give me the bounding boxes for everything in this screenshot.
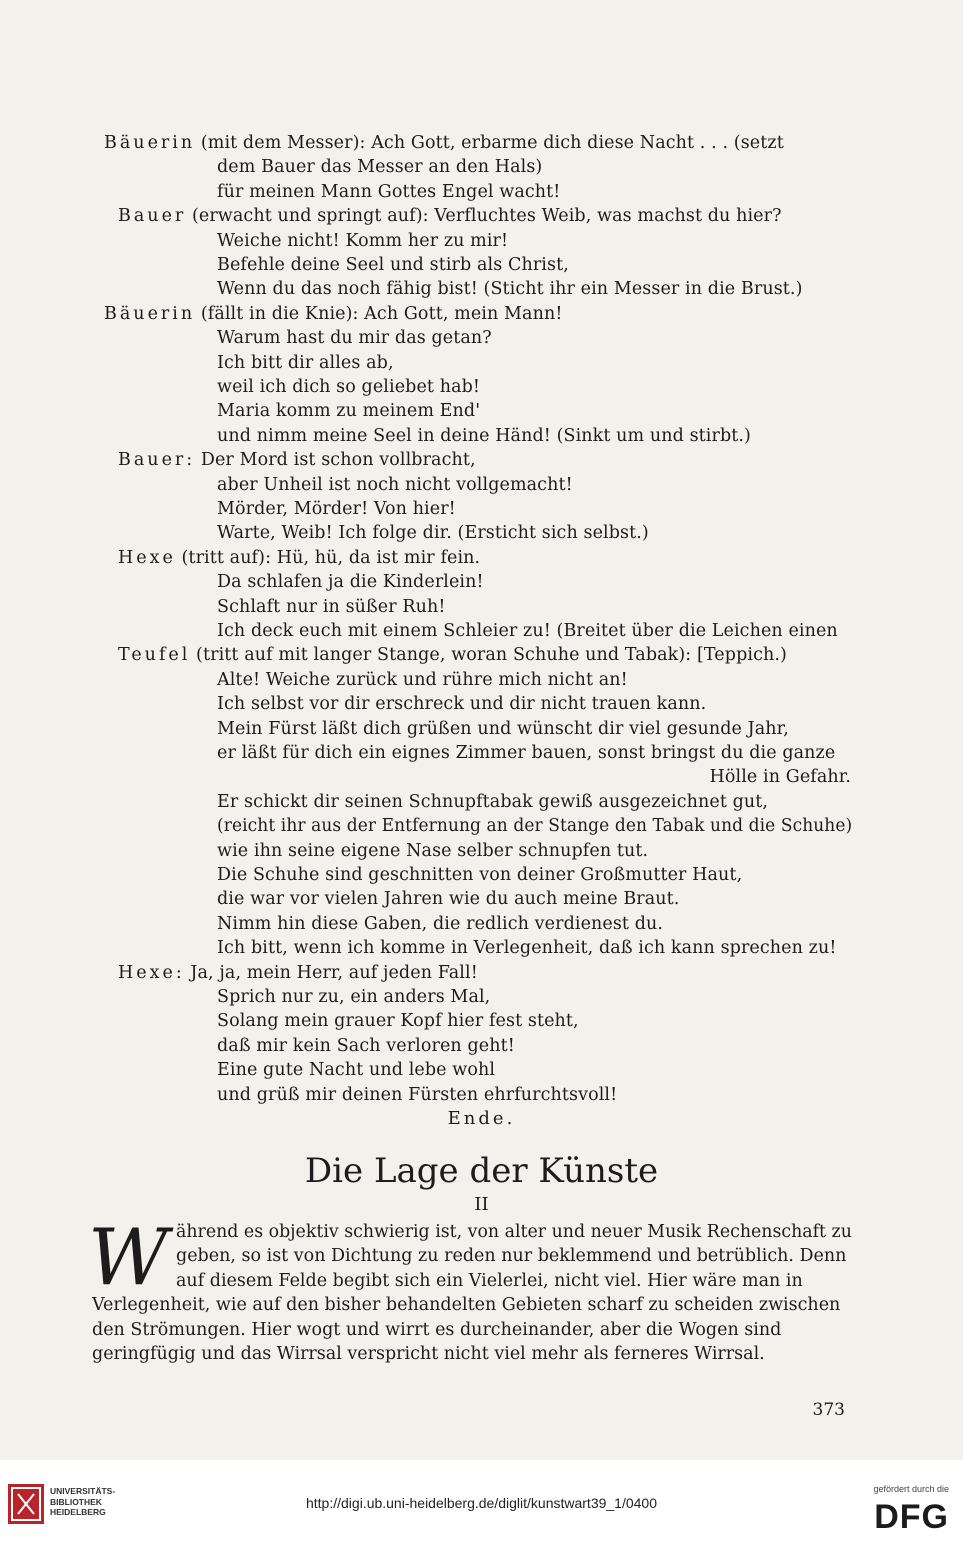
verse-line [217,839,648,863]
verse-text: Die Schuhe sind geschnitten von deiner Großmutter Haut, [217,865,743,885]
verse-line [217,229,508,253]
verse-line [217,790,768,814]
verse-line [217,717,789,741]
funded-by-label: gefördert durch die [873,1484,949,1494]
verse-text: (tritt auf): Hü, hü, da ist mir fein. [175,547,481,568]
verse-line [217,595,446,619]
library-line: UNIVERSITÄTS- [50,1486,116,1496]
verse-text: (reicht ihr aus der Entfernung an der Stange den Tabak und die Schuhe) [217,816,853,837]
prose-line: geringfügig und das Wirrsal verspricht nicht viel mehr als ferneres Wirrsal. [92,1344,765,1364]
verse-text: Da schlafen ja die Kinderlein! [217,572,484,593]
verse-text: und grüß mir deinen Fürsten ehrfurchtsvoll! [217,1084,618,1105]
verse-line [217,424,751,448]
verse-line [217,473,573,497]
verse-text: Solang mein grauer Kopf hier fest steht, [217,1011,579,1032]
verse-line [217,814,852,838]
prose-line: auf diesem Felde begibt sich ein Vielerlei, nicht viel. Hier wäre man in [176,1270,803,1291]
verse-text: Weiche nicht! Komm her zu mir! [217,230,509,251]
verse-line [118,961,478,985]
speaker-name: Teufel [118,645,191,666]
verse-text: Ich selbst vor dir erschreck und dir nicht trauen kann. [217,694,707,715]
verse-line [217,887,679,911]
verse-text: (fällt in die Knie): Ach Gott, mein Mann! [195,303,563,324]
verse-line [217,326,492,350]
verse-text: für meinen Mann Gottes Engel wacht! [217,181,561,202]
verse-line [217,741,835,765]
prose-line: den Strömungen. Hier wogt und wirrt es durcheinander, aber die Wogen sind [92,1319,782,1340]
verse-text: weil ich dich so geliebet hab! [217,377,481,397]
verse-line [217,180,560,204]
verse-text: Warum hast du mir das getan? [217,328,492,349]
verse-line [710,765,851,789]
verse-line [217,1034,515,1058]
verse-line [217,692,706,716]
library-line: BIBLIOTHEK [50,1496,102,1507]
library-line: HEIDELBERG [50,1507,106,1517]
speaker-name: Bauer: [118,450,196,471]
verse-text: und nimm meine Seel in deine Händ! (Sinkt um und stirbt.) [217,425,751,446]
ende-marker: Ende. [447,1108,516,1129]
verse-line [217,619,838,643]
verse-line [217,863,742,887]
verse-line [118,448,476,472]
verse-text: wie ihn seine eigene Nase selber schnupfen tut. [217,840,649,861]
verse-text: er läßt für dich ein eignes Zimmer bauen, sonst bringst du die ganze [217,743,836,763]
verse-text: Eine gute Nacht und lebe wohl [217,1060,496,1081]
verse-text: Mörder, Mörder! Von hier! [217,499,456,519]
verse-text: (mit dem Messer): Ach Gott, erbarme dich diese Nacht . . . (setzt [195,133,784,153]
verse-line [217,985,490,1009]
speaker-name: Bäuerin [104,303,196,324]
verse-line [217,1083,617,1107]
verse-text: daß mir kein Sach verloren geht! [217,1035,515,1056]
speaker-name: Hexe [118,547,176,568]
verse-text: aber Unheil ist noch nicht vollgemacht! [217,474,573,495]
verse-text: Ich bitt, wenn ich komme in Verlegenheit, daß ich kann sprechen zu! [217,938,837,959]
verse-line [118,546,480,570]
verse-line [217,1009,579,1033]
source-url-link[interactable]: http://digi.ub.uni-heidelberg.de/diglit/kunstwart39_1/0400 [305,1495,658,1511]
verse-line [217,155,542,179]
verse-line [217,253,569,277]
verse-line [217,497,456,521]
verse-text: Sprich nur zu, ein anders Mal, [217,987,491,1007]
verse-text: (erwacht und springt auf): Verfluchtes Weib, was machst du hier? [186,206,782,227]
verse-line [217,912,663,936]
verse-line [217,1058,495,1082]
verse-line [217,351,394,375]
verse-text: Nimm hin diese Gaben, die redlich verdienest du. [217,913,664,934]
verse-text: Alte! Weiche zurück und rühre mich nicht an! [217,669,628,690]
section-number: II [474,1194,489,1215]
verse-line [217,668,628,692]
verse-text: Befehle deine Seel und stirb als Christ, [217,255,569,275]
verse-text: die war vor vielen Jahren wie du auch meine Braut. [217,889,680,910]
verse-text: Schlaft nur in süßer Ruh! [217,596,446,617]
verse-line [104,131,784,155]
verse-text: Der Mord ist schon vollbracht, [195,450,476,471]
speaker-name: Bauer [118,206,187,227]
verse-line [118,204,782,228]
verse-line [217,375,480,399]
verse-text: Ja, ja, mein Herr, auf jeden Fall! [184,962,478,983]
verse-text: (tritt auf mit langer Stange, woran Schuhe und Tabak): [Teppich.) [190,645,787,666]
verse-line [217,399,480,423]
prose-line: ährend es objektiv schwierig ist, von alter und neuer Musik Rechenschaft zu [176,1222,852,1242]
article-title: Die Lage der Künste [304,1151,659,1191]
dfg-logo[interactable]: DFG [874,1498,949,1536]
verse-text: Hölle in Gefahr. [709,767,851,788]
drop-cap: W [88,1213,169,1303]
verse-line [217,570,484,594]
prose-line: Verlegenheit, wie auf den bisher behandelten Gebieten scharf zu scheiden zwischen [92,1295,841,1316]
speaker-name: Hexe: [118,962,185,983]
verse-text: Ich deck euch mit einem Schleier zu! (Breitet über die Leichen einen [217,621,838,641]
verse-line [217,277,803,301]
prose-line: geben, so ist von Dichtung zu reden nur beklemmend und betrüblich. Denn [176,1246,847,1267]
page-number: 373 [812,1400,845,1420]
verse-text: Wenn du das noch fähig bist! (Sticht ihr ein Messer in die Brust.) [217,279,803,300]
verse-line [118,643,787,667]
verse-text: Maria komm zu meinem End' [217,401,481,422]
verse-text: dem Bauer das Messer an den Hals) [217,157,543,178]
verse-line [104,302,562,326]
verse-line [217,936,836,960]
verse-text: Mein Fürst läßt dich grüßen und wünscht dir viel gesunde Jahr, [217,718,789,739]
verse-text: Er schickt dir seinen Schnupftabak gewiß ausgezeichnet gut, [217,791,769,812]
verse-text: Ich bitt dir alles ab, [217,352,394,373]
verse-line [217,521,649,545]
speaker-name: Bäuerin [104,133,196,153]
verse-text: Warte, Weib! Ich folge dir. (Ersticht sich selbst.) [217,523,649,544]
